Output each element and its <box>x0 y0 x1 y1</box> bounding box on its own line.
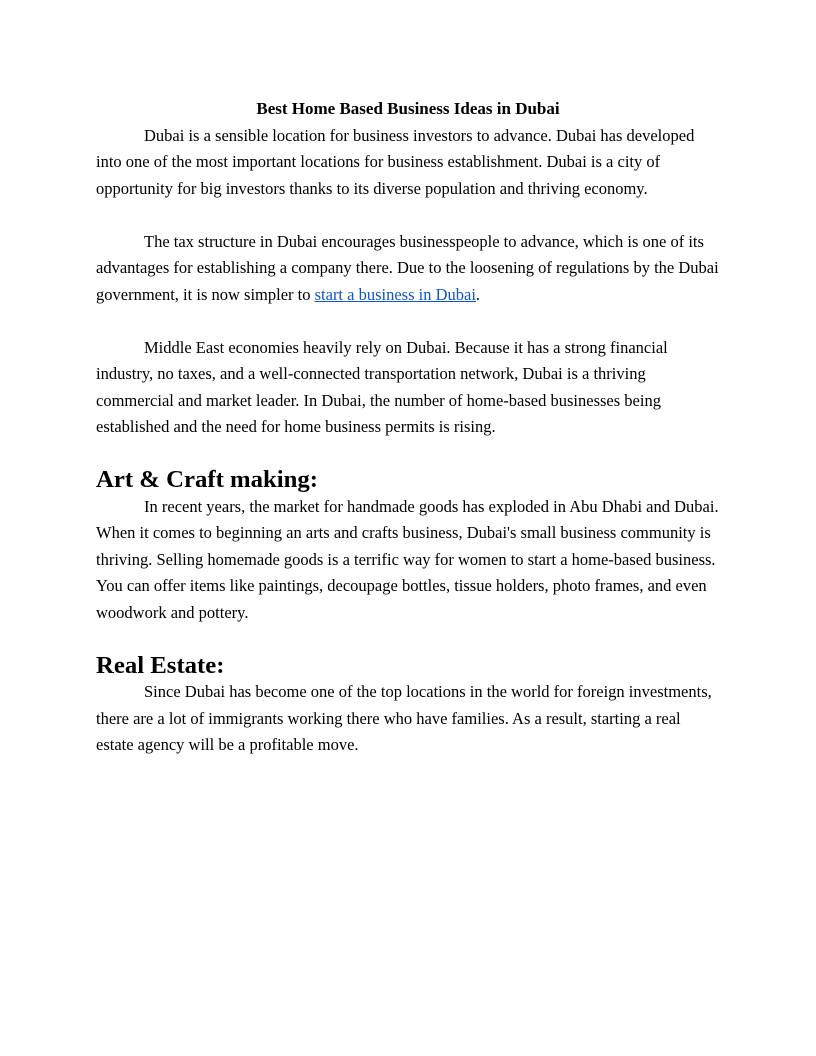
heading-real-estate: Real Estate: <box>96 651 225 679</box>
start-business-link[interactable]: start a business in Dubai <box>314 284 476 304</box>
paragraph-tax-structure-text: The tax structure in Dubai encourages businesspeople to advance, which is one of its advantages for establishing a company there. Due to the loosening of regulations by the Dubai government, it is now simpler to <box>96 231 719 304</box>
paragraph-tax-structure-period: . <box>475 284 481 304</box>
paragraph-art-craft: In recent years, the market for handmade goods has exploded in Abu Dhabi and Dubai. When it comes to beginning an arts and crafts business, Dubai's small business community is thriving. Selling homemade goods is a terrific way for women to start a home-based business. You can offer items like paintings, decoupage bottles, tissue holders, photo frames, and even woodwork and pottery. <box>96 496 719 622</box>
paragraph-real-estate: Since Dubai has become one of the top locations in the world for foreign investments, there are a lot of immigrants working there who have families. As a result, starting a real estate agency will be a profitable move. <box>96 682 712 754</box>
paragraph-tax-structure <box>96 229 720 309</box>
paragraph-intro: Dubai is a sensible location for business investors to advance. Dubai has developed into one of the most important locations for business establishment. Dubai is a city of opportunity for big investors thanks to its diverse population and thriving economy. <box>96 125 695 198</box>
paragraph-middle-east: Middle East economies heavily rely on Dubai. Because it has a strong financial industry, no taxes, and a well-connected transportation network, Dubai is a thriving commercial and market leader. In Dubai, the number of home-based businesses being established and the need for home business permits is rising. <box>96 337 668 436</box>
document-title: Best Home Based Business Ideas in Dubai <box>256 99 560 118</box>
heading-art-craft: Art & Craft making: <box>96 466 319 493</box>
